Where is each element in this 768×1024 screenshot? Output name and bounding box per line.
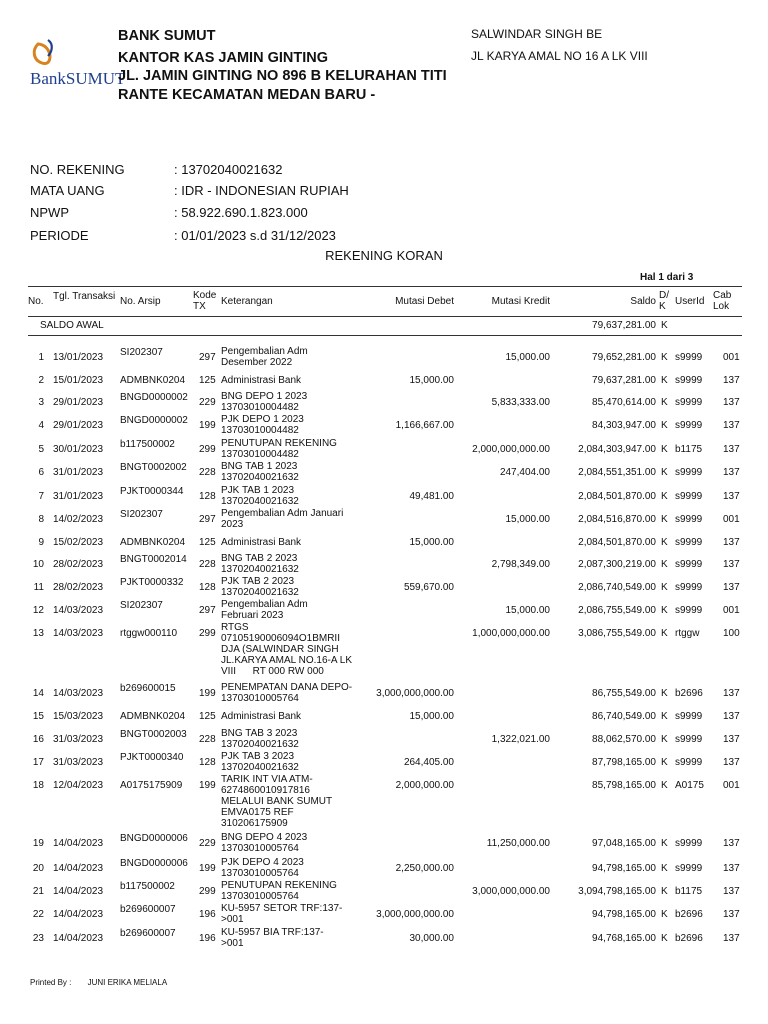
row-user-id: s9999 bbox=[675, 559, 703, 570]
row-description: PENUTUPAN REKENING 13703010005764 bbox=[221, 880, 337, 902]
row-description: KU-5957 SETOR TRF:137- >001 bbox=[221, 903, 343, 925]
row-debit: 3,000,000,000.00 bbox=[376, 909, 454, 920]
row-number: 13 bbox=[32, 628, 44, 639]
row-description: PJK TAB 2 2023 13702040021632 bbox=[221, 576, 299, 598]
row-archive-number: b269600015 bbox=[120, 683, 176, 694]
row-archive-number: PJKT0000340 bbox=[120, 752, 184, 763]
row-branch: 137 bbox=[723, 467, 740, 478]
row-tx-code: 196 bbox=[199, 933, 216, 944]
row-user-id: b1175 bbox=[675, 444, 703, 455]
row-dk: K bbox=[661, 688, 668, 699]
row-date: 14/03/2023 bbox=[53, 688, 104, 699]
row-dk: K bbox=[661, 582, 668, 593]
row-description: PENEMPATAN DANA DEPO- 13703010005764 bbox=[221, 682, 353, 704]
row-dk: K bbox=[661, 628, 668, 639]
row-user-id: s9999 bbox=[675, 863, 703, 874]
row-credit: 15,000.00 bbox=[505, 514, 550, 525]
row-tx-code: 128 bbox=[199, 757, 216, 768]
row-branch: 001 bbox=[723, 352, 740, 363]
row-balance: 94,768,165.00 bbox=[592, 933, 656, 944]
row-credit: 11,250,000.00 bbox=[486, 838, 550, 849]
row-date: 31/01/2023 bbox=[53, 491, 104, 502]
row-user-id: b2696 bbox=[675, 933, 703, 944]
row-date: 15/01/2023 bbox=[53, 375, 104, 386]
row-credit: 5,833,333.00 bbox=[491, 397, 550, 408]
bank-sumut-logo bbox=[28, 36, 126, 92]
row-dk: K bbox=[661, 537, 668, 548]
row-date: 14/02/2023 bbox=[53, 514, 104, 525]
row-branch: 137 bbox=[723, 886, 740, 897]
row-tx-code: 228 bbox=[199, 734, 216, 745]
row-description: Administrasi Bank bbox=[221, 537, 302, 548]
row-branch: 137 bbox=[723, 838, 740, 849]
row-debit: 30,000.00 bbox=[409, 933, 454, 944]
row-date: 14/03/2023 bbox=[53, 628, 104, 639]
row-archive-number: SI202307 bbox=[120, 600, 163, 611]
row-branch: 137 bbox=[723, 444, 740, 455]
row-user-id: s9999 bbox=[675, 605, 703, 616]
npwp-label: NPWP bbox=[30, 205, 69, 220]
office-address-line2: RANTE KECAMATAN MEDAN BARU - bbox=[118, 87, 376, 103]
row-dk: K bbox=[661, 467, 668, 478]
row-balance: 84,303,947.00 bbox=[592, 420, 656, 431]
row-archive-number: ADMBNK0204 bbox=[120, 375, 186, 386]
row-credit: 247,404.00 bbox=[499, 467, 550, 478]
row-tx-code: 196 bbox=[199, 909, 216, 920]
row-number: 4 bbox=[38, 420, 44, 431]
col-header-balance: Saldo bbox=[630, 296, 656, 307]
account-number-label: NO. REKENING bbox=[30, 162, 125, 177]
row-archive-number: BNGD0000006 bbox=[120, 858, 188, 869]
row-credit: 2,798,349.00 bbox=[491, 559, 550, 570]
col-header-code-2: TX bbox=[193, 301, 206, 312]
period-value: : 01/01/2023 s.d 31/12/2023 bbox=[174, 228, 336, 243]
row-description: Administrasi Bank bbox=[221, 711, 302, 722]
row-dk: K bbox=[661, 863, 668, 874]
row-number: 9 bbox=[38, 537, 44, 548]
row-user-id: A0175 bbox=[675, 780, 704, 791]
row-user-id: s9999 bbox=[675, 757, 703, 768]
col-header-description: Keterangan bbox=[221, 296, 273, 307]
row-number: 16 bbox=[32, 734, 44, 745]
row-debit: 3,000,000,000.00 bbox=[376, 688, 454, 699]
row-balance: 97,048,165.00 bbox=[592, 838, 656, 849]
row-balance: 85,798,165.00 bbox=[592, 780, 656, 791]
row-archive-number: b269600007 bbox=[120, 904, 176, 915]
row-user-id: s9999 bbox=[675, 420, 703, 431]
row-number: 14 bbox=[32, 688, 44, 699]
row-tx-code: 125 bbox=[199, 537, 216, 548]
row-credit: 15,000.00 bbox=[505, 352, 550, 363]
row-branch: 137 bbox=[723, 688, 740, 699]
row-date: 14/04/2023 bbox=[53, 838, 104, 849]
row-dk: K bbox=[661, 605, 668, 616]
row-date: 15/02/2023 bbox=[53, 537, 104, 548]
row-tx-code: 299 bbox=[199, 628, 216, 639]
customer-name: SALWINDAR SINGH BE bbox=[471, 27, 603, 41]
row-debit: 15,000.00 bbox=[409, 537, 454, 548]
row-branch: 137 bbox=[723, 933, 740, 944]
bank-name: BANK SUMUT bbox=[118, 28, 216, 44]
row-archive-number: PJKT0000344 bbox=[120, 486, 184, 497]
row-archive-number: SI202307 bbox=[120, 509, 163, 520]
col-header-dk-2: K bbox=[659, 301, 666, 312]
row-date: 15/03/2023 bbox=[53, 711, 104, 722]
row-dk: K bbox=[661, 420, 668, 431]
row-tx-code: 297 bbox=[199, 605, 216, 616]
row-description: RTGS 07105190006094O1BMRII DJA (SALWINDAR SINGH JL.KARYA AMAL NO.16-A LK VIII RT 000 RW 000 bbox=[221, 622, 352, 677]
row-credit: 15,000.00 bbox=[505, 605, 550, 616]
row-debit: 49,481.00 bbox=[409, 491, 454, 502]
row-balance: 2,084,303,947.00 bbox=[578, 444, 656, 455]
row-number: 12 bbox=[32, 605, 44, 616]
row-date: 14/03/2023 bbox=[53, 605, 104, 616]
col-header-dk-1: D/ bbox=[659, 290, 669, 301]
row-tx-code: 125 bbox=[199, 375, 216, 386]
row-number: 1 bbox=[38, 352, 44, 363]
row-credit: 1,000,000,000.00 bbox=[472, 628, 550, 639]
row-tx-code: 297 bbox=[199, 514, 216, 525]
row-archive-number: BNGD0000002 bbox=[120, 415, 188, 426]
row-branch: 137 bbox=[723, 397, 740, 408]
row-user-id: s9999 bbox=[675, 397, 703, 408]
row-number: 8 bbox=[38, 514, 44, 525]
row-debit: 2,250,000.00 bbox=[395, 863, 454, 874]
row-user-id: s9999 bbox=[675, 514, 703, 525]
row-balance: 87,798,165.00 bbox=[592, 757, 656, 768]
row-archive-number: b117500002 bbox=[120, 439, 175, 450]
row-date: 31/03/2023 bbox=[53, 734, 104, 745]
row-date: 14/04/2023 bbox=[53, 886, 104, 897]
row-tx-code: 228 bbox=[199, 559, 216, 570]
row-balance: 2,086,755,549.00 bbox=[578, 605, 656, 616]
row-user-id: s9999 bbox=[675, 352, 703, 363]
currency-value: : IDR - INDONESIAN RUPIAH bbox=[174, 183, 349, 198]
row-tx-code: 128 bbox=[199, 582, 216, 593]
customer-address: JL KARYA AMAL NO 16 A LK VIII bbox=[471, 49, 648, 63]
row-debit: 264,405.00 bbox=[403, 757, 454, 768]
row-branch: 137 bbox=[723, 582, 740, 593]
row-date: 13/01/2023 bbox=[53, 352, 104, 363]
row-description: BNG TAB 2 2023 13702040021632 bbox=[221, 553, 299, 575]
row-date: 12/04/2023 bbox=[53, 780, 104, 791]
opening-balance-amount: 79,637,281.00 bbox=[592, 320, 656, 331]
header-bottom-rule bbox=[28, 316, 742, 317]
row-tx-code: 299 bbox=[199, 886, 216, 897]
account-number-value: : 13702040021632 bbox=[174, 162, 283, 177]
row-branch: 137 bbox=[723, 537, 740, 548]
row-user-id: s9999 bbox=[675, 491, 703, 502]
row-tx-code: 228 bbox=[199, 467, 216, 478]
row-dk: K bbox=[661, 711, 668, 722]
row-archive-number: BNGT0002003 bbox=[120, 729, 187, 740]
row-balance: 2,087,300,219.00 bbox=[578, 559, 656, 570]
bank-logo-icon bbox=[28, 36, 126, 92]
row-description: PJK DEPO 4 2023 13703010005764 bbox=[221, 857, 304, 879]
row-branch: 137 bbox=[723, 491, 740, 502]
row-archive-number: BNGD0000002 bbox=[120, 392, 188, 403]
row-description: PJK TAB 3 2023 13702040021632 bbox=[221, 751, 299, 773]
office-name: KANTOR KAS JAMIN GINTING bbox=[118, 50, 328, 66]
row-branch: 001 bbox=[723, 514, 740, 525]
row-date: 31/01/2023 bbox=[53, 467, 104, 478]
row-debit: 559,670.00 bbox=[403, 582, 454, 593]
row-archive-number: ADMBNK0204 bbox=[120, 711, 186, 722]
row-balance: 2,086,740,549.00 bbox=[578, 582, 656, 593]
row-balance: 79,652,281.00 bbox=[592, 352, 656, 363]
col-header-branch-1: Cab bbox=[713, 290, 732, 301]
row-branch: 100 bbox=[723, 628, 740, 639]
row-tx-code: 125 bbox=[199, 711, 216, 722]
row-date: 14/04/2023 bbox=[53, 933, 104, 944]
row-balance: 79,637,281.00 bbox=[592, 375, 656, 386]
row-branch: 137 bbox=[723, 420, 740, 431]
row-date: 28/02/2023 bbox=[53, 559, 104, 570]
row-debit: 1,166,667.00 bbox=[395, 420, 454, 431]
row-tx-code: 229 bbox=[199, 838, 216, 849]
period-label: PERIODE bbox=[30, 228, 89, 243]
row-number: 22 bbox=[32, 909, 44, 920]
row-dk: K bbox=[661, 780, 668, 791]
row-tx-code: 199 bbox=[199, 688, 216, 699]
row-user-id: s9999 bbox=[675, 711, 703, 722]
row-branch: 137 bbox=[723, 711, 740, 722]
row-debit: 15,000.00 bbox=[409, 375, 454, 386]
row-number: 19 bbox=[32, 838, 44, 849]
row-description: BNG TAB 1 2023 13702040021632 bbox=[221, 461, 299, 483]
row-tx-code: 199 bbox=[199, 863, 216, 874]
row-user-id: rtggw bbox=[675, 628, 700, 639]
col-header-code-1: Kode bbox=[193, 290, 217, 301]
col-header-date: Tgl. Transaksi bbox=[53, 291, 116, 302]
row-date: 30/01/2023 bbox=[53, 444, 104, 455]
row-date: 14/04/2023 bbox=[53, 863, 104, 874]
row-description: Administrasi Bank bbox=[221, 375, 302, 386]
col-header-archive: No. Arsip bbox=[120, 296, 161, 307]
row-description: KU-5957 BIA TRF:137- >001 bbox=[221, 927, 324, 949]
row-dk: K bbox=[661, 444, 668, 455]
row-date: 29/01/2023 bbox=[53, 397, 104, 408]
row-dk: K bbox=[661, 559, 668, 570]
row-user-id: b1175 bbox=[675, 886, 703, 897]
row-branch: 137 bbox=[723, 757, 740, 768]
logo-text: BankSUMUT bbox=[30, 69, 126, 88]
row-dk: K bbox=[661, 933, 668, 944]
row-tx-code: 229 bbox=[199, 397, 216, 408]
row-number: 21 bbox=[32, 886, 44, 897]
row-tx-code: 199 bbox=[199, 420, 216, 431]
row-description: BNG DEPO 4 2023 13703010005764 bbox=[221, 832, 308, 854]
row-balance: 94,798,165.00 bbox=[592, 863, 656, 874]
page-indicator: Hal 1 dari 3 bbox=[640, 272, 694, 283]
row-date: 29/01/2023 bbox=[53, 420, 104, 431]
row-description: BNG DEPO 1 2023 13703010004482 bbox=[221, 391, 308, 413]
row-user-id: s9999 bbox=[675, 734, 703, 745]
row-tx-code: 299 bbox=[199, 444, 216, 455]
row-balance: 88,062,570.00 bbox=[592, 734, 656, 745]
row-number: 15 bbox=[32, 711, 44, 722]
row-date: 14/04/2023 bbox=[53, 909, 104, 920]
row-balance: 3,086,755,549.00 bbox=[578, 628, 656, 639]
row-balance: 2,084,501,870.00 bbox=[578, 491, 656, 502]
row-archive-number: b269600007 bbox=[120, 928, 176, 939]
statement-title: REKENING KORAN bbox=[325, 248, 443, 263]
printed-by bbox=[30, 978, 181, 987]
row-dk: K bbox=[661, 886, 668, 897]
row-date: 28/02/2023 bbox=[53, 582, 104, 593]
row-dk: K bbox=[661, 757, 668, 768]
row-debit: 15,000.00 bbox=[409, 711, 454, 722]
row-credit: 2,000,000,000.00 bbox=[472, 444, 550, 455]
row-number: 23 bbox=[32, 933, 44, 944]
row-description: PJK TAB 1 2023 13702040021632 bbox=[221, 485, 299, 507]
row-branch: 001 bbox=[723, 605, 740, 616]
row-dk: K bbox=[661, 514, 668, 525]
opening-balance-label: SALDO AWAL bbox=[40, 320, 104, 331]
row-number: 3 bbox=[38, 397, 44, 408]
row-archive-number: A0175175909 bbox=[120, 780, 183, 791]
opening-bottom-rule bbox=[28, 335, 742, 336]
row-number: 5 bbox=[38, 444, 44, 455]
office-address-line1: JL. JAMIN GINTING NO 896 B KELURAHAN TITI bbox=[118, 68, 447, 84]
currency-label: MATA UANG bbox=[30, 183, 105, 198]
row-credit: 1,322,021.00 bbox=[491, 734, 550, 745]
row-user-id: s9999 bbox=[675, 375, 703, 386]
col-header-debit: Mutasi Debet bbox=[395, 296, 454, 307]
row-dk: K bbox=[661, 491, 668, 502]
row-user-id: s9999 bbox=[675, 582, 703, 593]
row-balance: 2,084,551,351.00 bbox=[578, 467, 656, 478]
col-header-userid: UserId bbox=[675, 296, 705, 307]
row-dk: K bbox=[661, 352, 668, 363]
row-dk: K bbox=[661, 909, 668, 920]
row-tx-code: 128 bbox=[199, 491, 216, 502]
row-archive-number: b117500002 bbox=[120, 881, 175, 892]
header-top-rule bbox=[28, 286, 742, 287]
row-number: 11 bbox=[33, 582, 44, 593]
row-tx-code: 297 bbox=[199, 352, 216, 363]
row-user-id: s9999 bbox=[675, 467, 703, 478]
row-archive-number: ADMBNK0204 bbox=[120, 537, 186, 548]
row-user-id: s9999 bbox=[675, 537, 703, 548]
row-number: 6 bbox=[38, 467, 44, 478]
row-description: PENUTUPAN REKENING 13703010004482 bbox=[221, 438, 337, 460]
row-archive-number: BNGD0000006 bbox=[120, 833, 188, 844]
row-description: TARIK INT VIA ATM- 6274860010917816 MELALUI BANK SUMUT EMVA0175 REF 310206175909 bbox=[221, 774, 333, 829]
col-header-no: No. bbox=[28, 296, 44, 307]
printed-by-name: JUNI ERIKA MELIALA bbox=[87, 978, 168, 987]
row-archive-number: rtggw000110 bbox=[120, 628, 178, 639]
row-balance: 3,094,798,165.00 bbox=[578, 886, 656, 897]
row-dk: K bbox=[661, 734, 668, 745]
row-user-id: s9999 bbox=[675, 838, 703, 849]
row-branch: 137 bbox=[723, 559, 740, 570]
row-branch: 001 bbox=[723, 780, 740, 791]
row-dk: K bbox=[661, 838, 668, 849]
row-branch: 137 bbox=[723, 909, 740, 920]
row-date: 31/03/2023 bbox=[53, 757, 104, 768]
col-header-branch-2: Lok bbox=[713, 301, 730, 312]
row-branch: 137 bbox=[723, 734, 740, 745]
opening-balance-dk: K bbox=[661, 320, 668, 331]
col-header-credit: Mutasi Kredit bbox=[491, 296, 550, 307]
row-dk: K bbox=[661, 375, 668, 386]
row-user-id: b2696 bbox=[675, 688, 703, 699]
row-number: 7 bbox=[38, 491, 44, 502]
row-balance: 2,084,501,870.00 bbox=[578, 537, 656, 548]
row-description: Pengembalian Adm Februari 2023 bbox=[221, 599, 308, 621]
row-archive-number: BNGT0002014 bbox=[120, 554, 187, 565]
row-number: 20 bbox=[32, 863, 44, 874]
row-number: 10 bbox=[32, 559, 44, 570]
npwp-value: : 58.922.690.1.823.000 bbox=[174, 205, 308, 220]
row-balance: 2,084,516,870.00 bbox=[578, 514, 656, 525]
row-number: 18 bbox=[32, 780, 44, 791]
row-description: PJK DEPO 1 2023 13703010004482 bbox=[221, 414, 304, 436]
row-branch: 137 bbox=[723, 863, 740, 874]
printed-by-label: Printed By : bbox=[30, 978, 72, 987]
row-number: 17 bbox=[32, 757, 44, 768]
row-debit: 2,000,000.00 bbox=[395, 780, 454, 791]
row-archive-number: SI202307 bbox=[120, 347, 163, 358]
row-balance: 86,755,549.00 bbox=[592, 688, 656, 699]
row-user-id: b2696 bbox=[675, 909, 703, 920]
row-description: Pengembalian Adm Januari 2023 bbox=[221, 508, 344, 530]
row-number: 2 bbox=[38, 375, 44, 386]
row-archive-number: BNGT0002002 bbox=[120, 462, 187, 473]
row-credit: 3,000,000,000.00 bbox=[472, 886, 550, 897]
row-balance: 85,470,614.00 bbox=[592, 397, 656, 408]
row-description: BNG TAB 3 2023 13702040021632 bbox=[221, 728, 299, 750]
row-branch: 137 bbox=[723, 375, 740, 386]
row-archive-number: PJKT0000332 bbox=[120, 577, 184, 588]
row-dk: K bbox=[661, 397, 668, 408]
row-tx-code: 199 bbox=[199, 780, 216, 791]
row-description: Pengembalian Adm Desember 2022 bbox=[221, 346, 308, 368]
row-balance: 86,740,549.00 bbox=[592, 711, 656, 722]
row-balance: 94,798,165.00 bbox=[592, 909, 656, 920]
